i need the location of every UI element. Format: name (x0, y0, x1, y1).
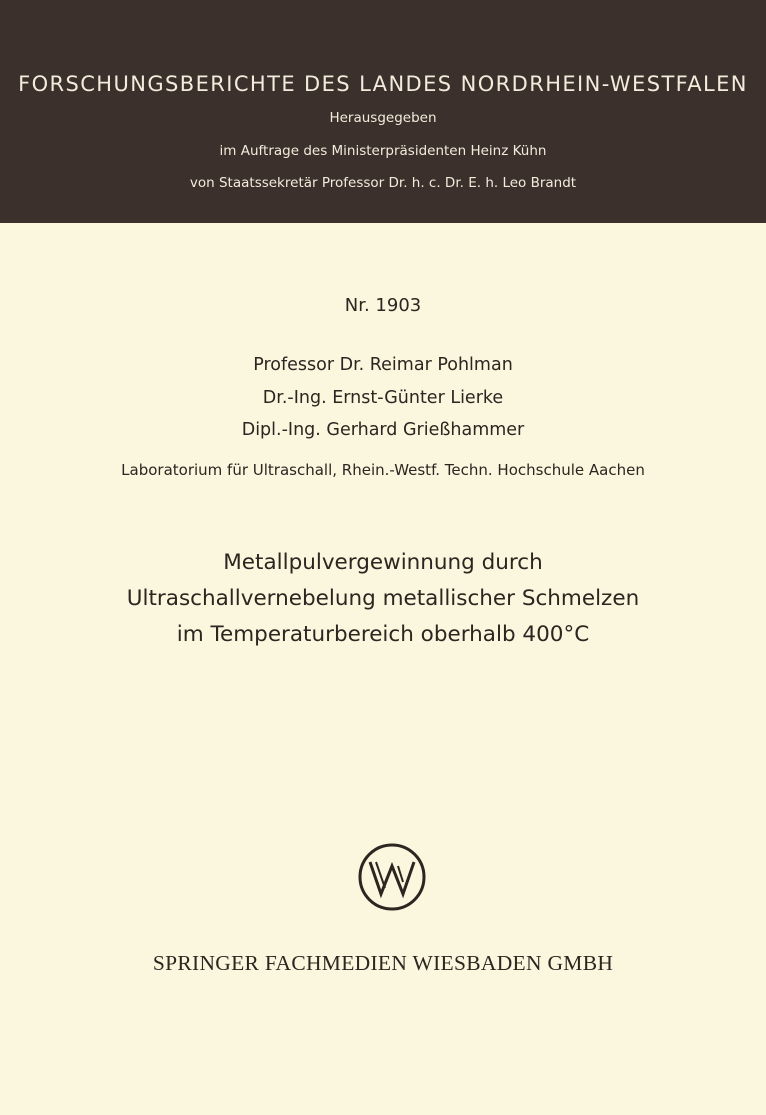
series-title: FORSCHUNGSBERICHTE DES LANDES NORDRHEIN-WESTFALEN (18, 72, 748, 96)
author-1: Professor Dr. Reimar Pohlman (253, 355, 513, 375)
author-3: Dipl.-Ing. Gerhard Grießhammer (241, 420, 525, 440)
institution: Laboratorium für Ultraschall, Rhein.-Westf. Techn. Hochschule Aachen (121, 461, 645, 479)
author-2: Dr.-Ing. Ernst-Günter Lierke (262, 388, 504, 408)
editor-name-line: von Staatssekretär Professor Dr. h. c. Dr. E. h. Leo Brandt (189, 175, 577, 191)
commission-line: im Auftrage des Ministerpräsidenten Heinz Kühn (219, 143, 547, 159)
report-number: Nr. 1903 (344, 295, 422, 316)
circle-vw-monogram-icon (357, 842, 427, 912)
title-line-3: im Temperaturbereich oberhalb 400°C (176, 622, 590, 647)
header-band (0, 0, 766, 223)
editor-label: Herausgegeben (329, 110, 437, 126)
cover-body (0, 223, 766, 1115)
title-line-2: Ultraschallvernebelung metallischer Schmelzen (126, 586, 640, 611)
publisher: SPRINGER FACHMEDIEN WIESBADEN GMBH (152, 951, 614, 975)
title-line-1: Metallpulvergewinnung durch (223, 550, 543, 575)
